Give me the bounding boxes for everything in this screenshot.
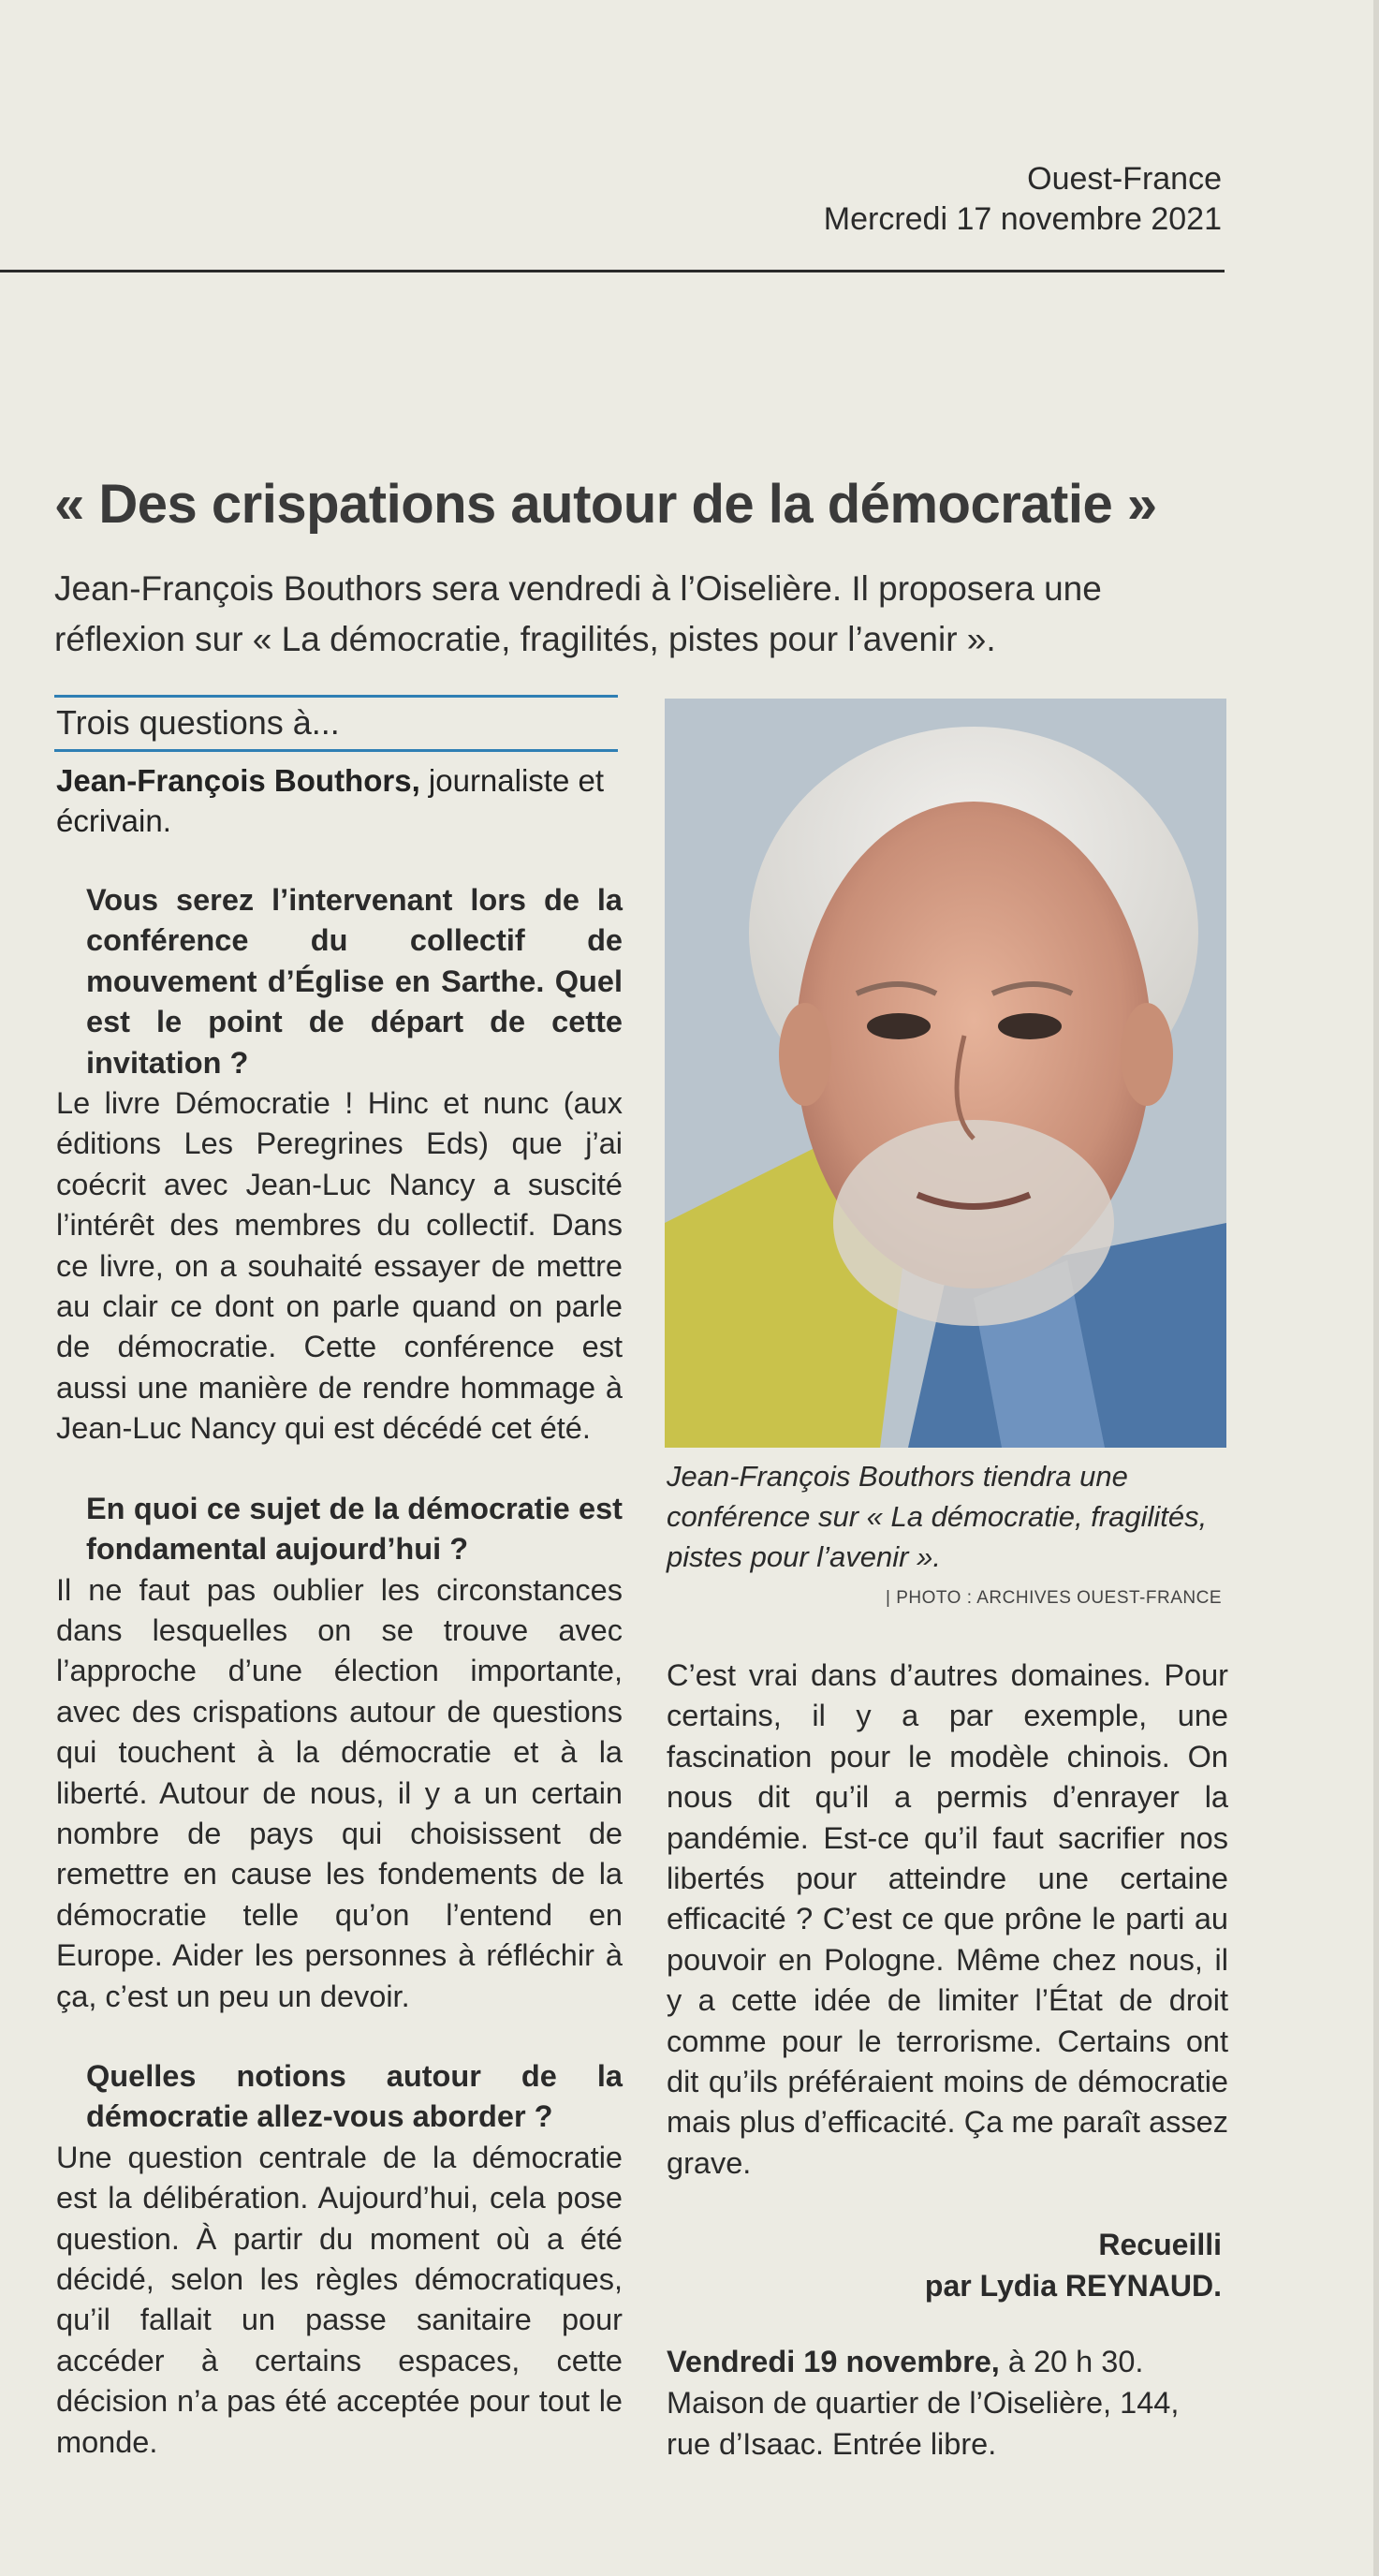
source-info — [824, 159, 1222, 240]
article-column-right — [667, 1656, 1228, 2184]
question-1: Vous serez l’intervenant lors de la conférence du collectif de mouvement d’Église en Sarthe. Quel est le point de départ de cette invitation ? — [86, 883, 623, 1080]
question-3: Quelles notions autour de la démocratie allez-vous aborder ? — [86, 2058, 623, 2134]
interviewee-name: Jean-François Bouthors, — [56, 763, 420, 798]
newspaper-name: Ouest-France — [1027, 161, 1222, 197]
photo-caption: Jean-François Bouthors tiendra une conférence sur « La démocratie, fragilités, pistes pour l’avenir ». — [667, 1460, 1208, 1573]
byline-line-1: Recueilli — [1098, 2228, 1222, 2261]
interviewee — [56, 760, 618, 841]
subhead: Jean-François Bouthors sera vendredi à l’Oiselière. Il proposera une réflexion sur « La démocratie, fragilités, pistes pour l’avenir ». — [54, 569, 1102, 658]
answer-2: Il ne faut pas oublier les circonstances dans lesquelles on se trouve avec l’approche d’une élection importante, avec des crispations autour de questions qui touchent à la démocratie et à la liberté. Autour de nous, il y a un certain nombre de pays qui choisissent de remettre en cause les fondements de la démocratie telle qu’on l’entend en Europe. Aider les personnes à réfléchir à ça, c’est un peu un devoir. — [56, 1572, 623, 2013]
box-title: Trois questions à... — [56, 703, 340, 742]
box-rule-bottom — [54, 749, 618, 752]
box-rule-top — [54, 695, 618, 698]
byline-line-2: par Lydia REYNAUD. — [924, 2269, 1222, 2303]
answer-1: Le livre Démocratie ! Hinc et nunc (aux éditions Les Peregrines Eds) que j’ai coécrit avec Jean-Luc Nancy a suscité l’intérêt des membres du collectif. Dans ce livre, on a souhaité essayer de mettre au clair ce dont on parle quand on parle de démocratie. Cette conférence est aussi une manière de rendre hommage à Jean-Luc Nancy qui est décédé cet été. — [56, 1086, 623, 1446]
answer-3-continued: C’est vrai dans d’autres domaines. Pour certains, il y a par exemple, une fascination pour le modèle chinois. On nous dit qu’il a permis d’enrayer la pandémie. Est-ce qu’il faut sacrifier nos libertés pour atteindre une certaine efficacité ? C’est ce que prône le parti au pouvoir en Pologne. Même chez nous, il y a cette idée de limiter l’État de droit comme pour le terrorisme. Certains ont dit qu’ils préféraient moins de démocratie mais plus d’efficacité. Ça me paraît assez grave. — [667, 1658, 1228, 2180]
header-rule — [0, 270, 1225, 272]
interviewee-role: journaliste et écrivain. — [56, 763, 605, 838]
event-date: Vendredi 19 novembre, — [667, 2345, 1000, 2378]
photo-credit: | PHOTO : ARCHIVES OUEST-FRANCE — [886, 1588, 1222, 1608]
headline: « Des crispations autour de la démocratie » — [54, 474, 1157, 535]
answer-3: Une question centrale de la démocratie est la délibération. Aujourd’hui, cela pose question. À partir du moment où a été décidé, selon les règles démocratiques, qu’il fallait un passe sanitaire pour accéder à certains espaces, cette décision n’a pas été acceptée pour tout le monde. — [56, 2140, 623, 2459]
question-2: En quoi ce sujet de la démocratie est fondamental aujourd’hui ? — [86, 1491, 623, 1567]
publication-date: Mercredi 17 novembre 2021 — [823, 201, 1222, 237]
event-place: Maison de quartier de l’Oiselière, 144, rue d’Isaac. Entrée libre. — [667, 2386, 1180, 2461]
portrait-illustration — [665, 699, 1226, 1448]
event-info — [667, 2341, 1228, 2465]
article-column-left — [56, 880, 623, 2463]
byline — [925, 2224, 1222, 2306]
event-time: à 20 h 30. — [999, 2345, 1144, 2378]
portrait-photo — [665, 699, 1226, 1448]
